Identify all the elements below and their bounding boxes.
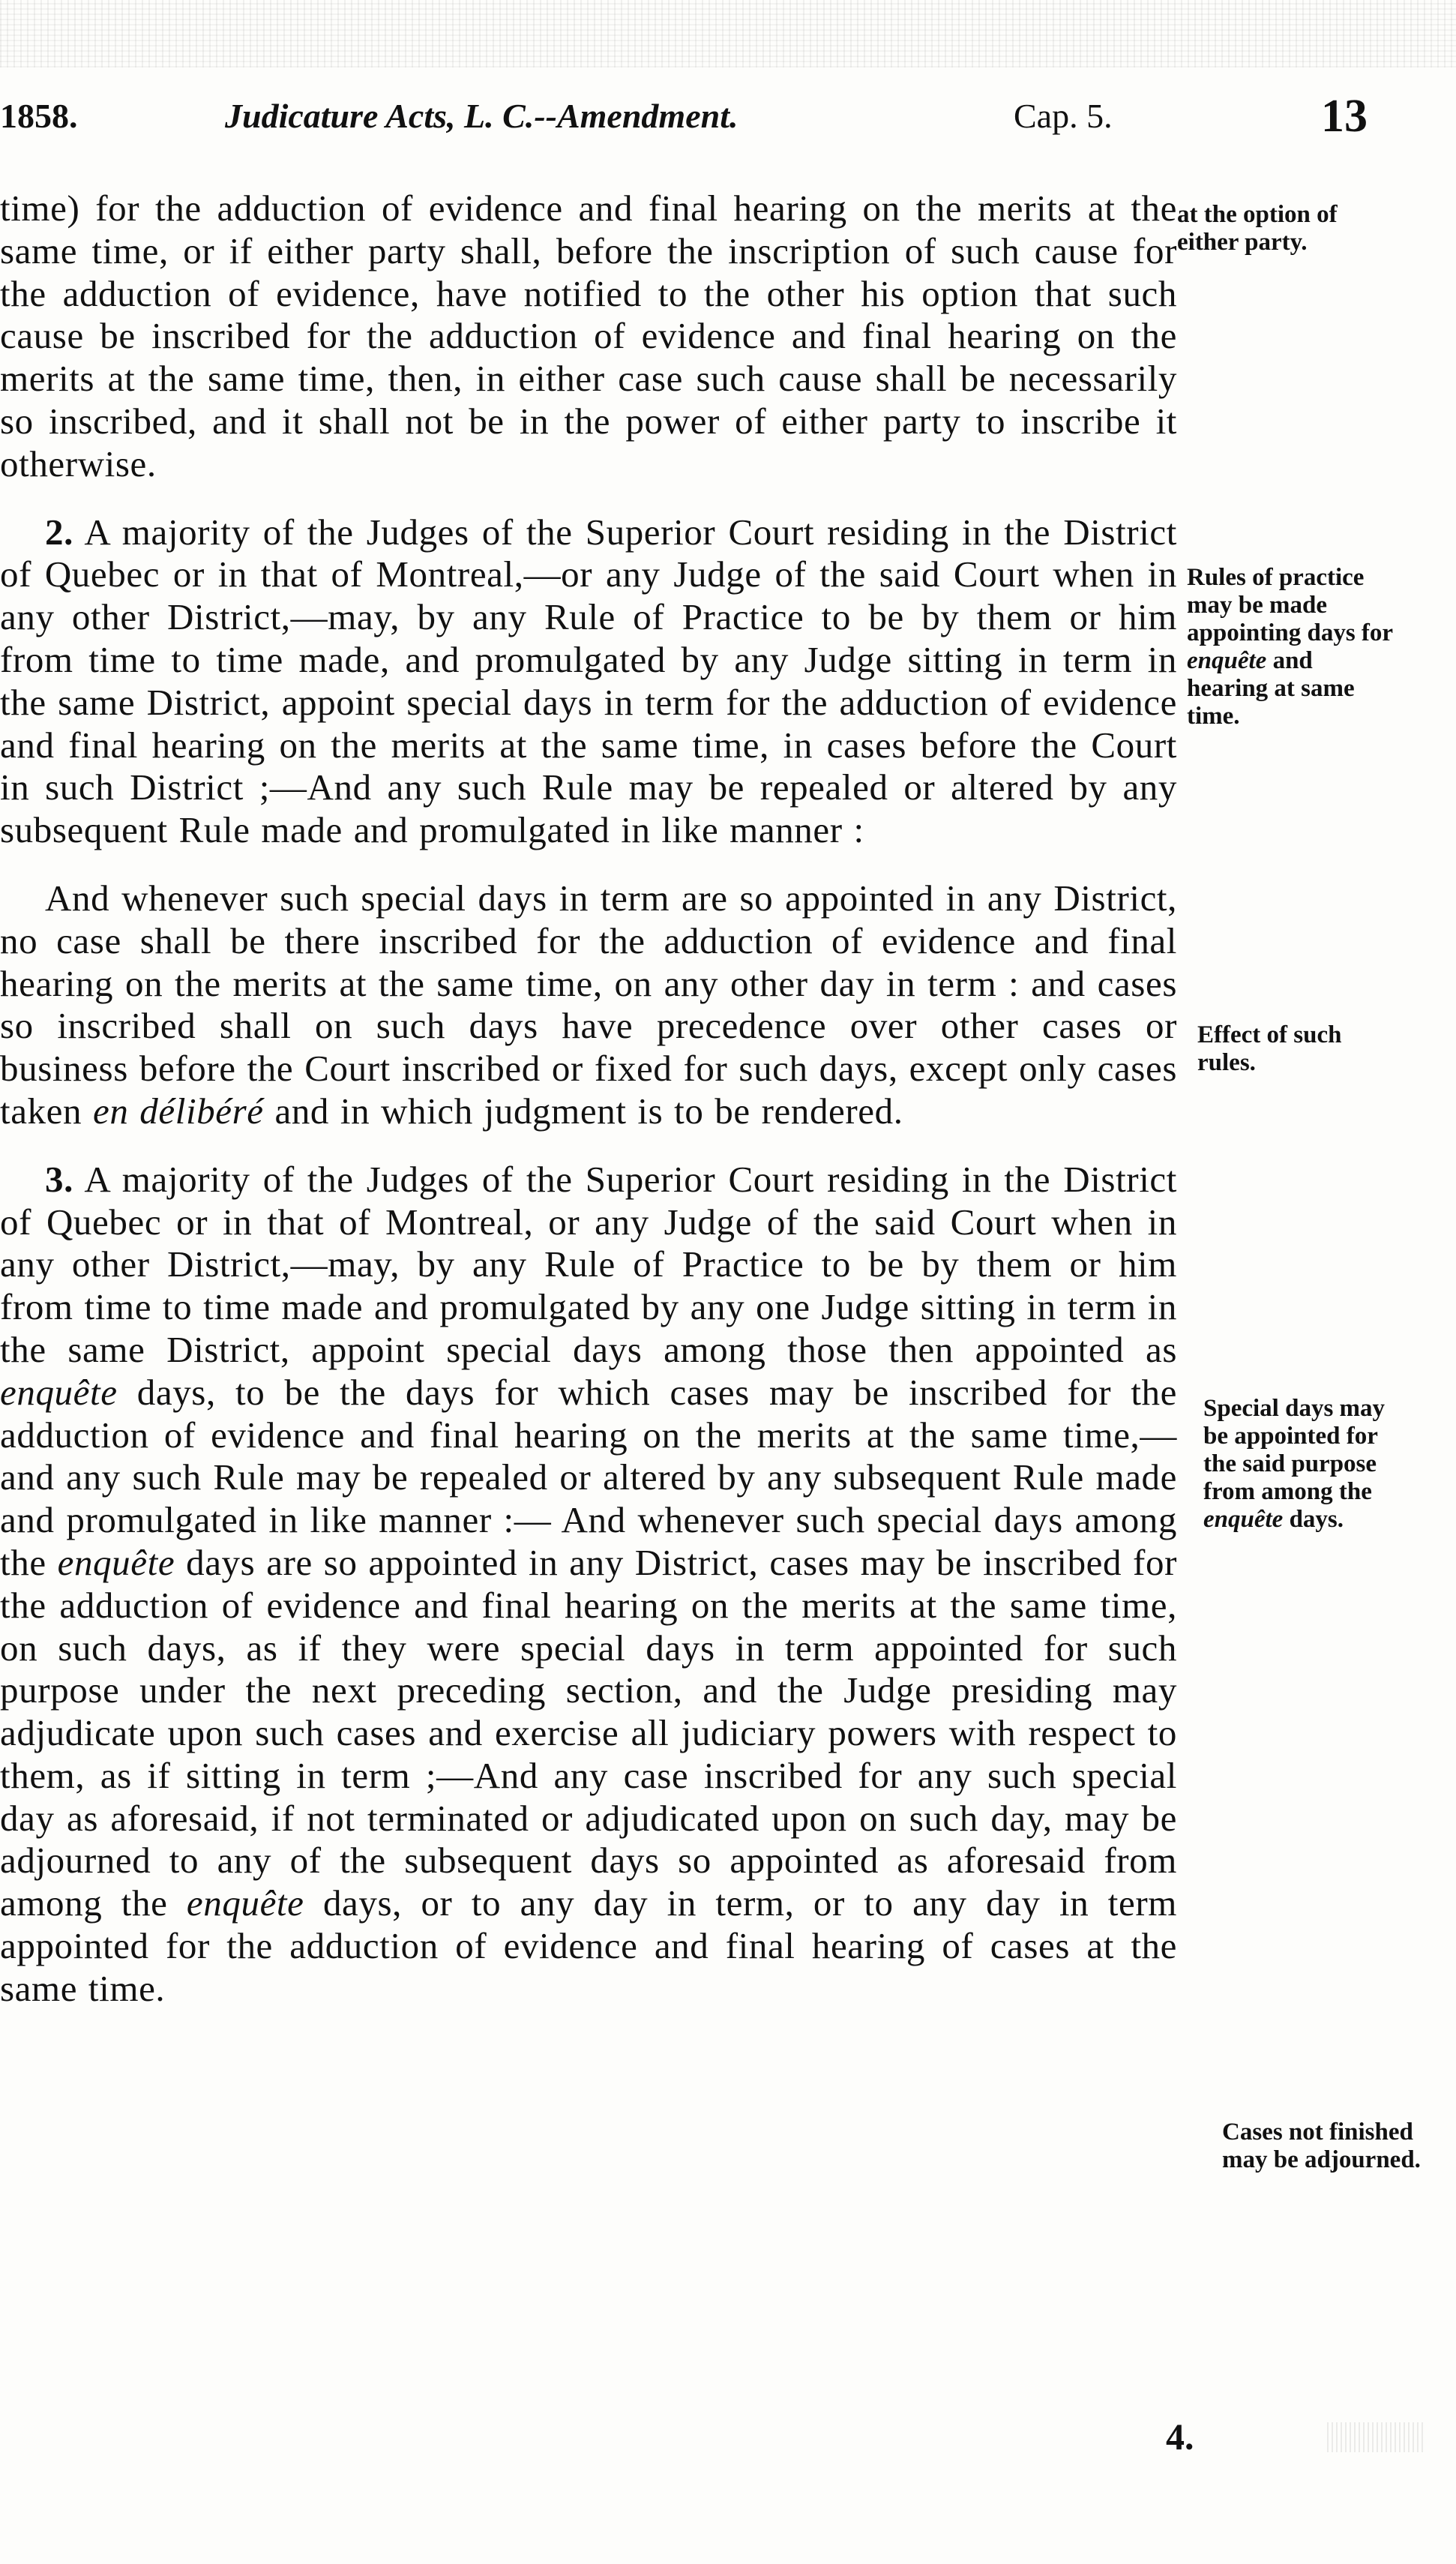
margin-note-text: at the option of either party. (1177, 201, 1338, 256)
catchword: 4. (1166, 2416, 1194, 2458)
italic-term: enquête (57, 1541, 175, 1583)
paragraph-continuation (0, 187, 1177, 486)
margin-note-text: Effect of such rules. (1197, 1021, 1342, 1076)
section-3 (0, 1159, 1177, 2011)
header-year: 1858. (0, 97, 78, 135)
section-text: days, or to any day in term, or to any day in term appointed for the adduction of evidence and final hearing of cases at the same time. (0, 1882, 1178, 2009)
running-header (0, 91, 1410, 156)
margin-note-special-days (1203, 1395, 1395, 1534)
page-number: 13 (1321, 91, 1368, 142)
margin-note-option (1177, 201, 1372, 256)
margin-note-rules (1187, 564, 1393, 730)
section-text: days, to be the days for which cases may be inscribed for the adduction of evidence and final hearing on the merits at the same time,—and any such Rule may be repealed or altered by any subsequent Rule made and promulgated in like manner :— And whenever such special days among the (0, 1371, 1177, 1583)
italic-term: en délibéré (92, 1090, 264, 1132)
section-text: days are so appointed in any District, cases may be inscribed for the adduction of evidence and final hearing on the merits at the same time, on such days, as if they were special days in term appointed for such purpose under the next preceding section, and the Judge presiding may adjudicate upon such cases and exercise all judiciary powers with respect to them, as if sitting in term ;—And any case inscribed for any such special day as aforesaid, if not terminated or adjudicated upon on such day, may be adjourned to any of the subsequent days so appointed as aforesaid from among the (0, 1541, 1177, 1924)
italic-term: enquête (0, 1371, 118, 1413)
margin-note-adjourned (1222, 2119, 1425, 2174)
margin-note-text: days. (1289, 1506, 1344, 1533)
section-2 (0, 511, 1177, 852)
margin-note-text: and hearing at same time. (1187, 647, 1355, 730)
header-chapter: Cap. 5. (1014, 97, 1113, 135)
main-text-column (0, 187, 1177, 2036)
paragraph-text: time) for the adduction of evidence and final hearing on the merits at the same time, or if either party shall, before the inscription of such cause for the adduction of evidence, have notified to the other his option that such cause be inscribed for the adduction of evidence and final hearing on the merits at the same time, then, in either case such cause shall be necessarily so inscribed, and it shall not be in the power of either party to inscribe it otherwise. (0, 187, 1177, 484)
paragraph-effect (0, 877, 1177, 1133)
section-text: A majority of the Judges of the Superior Court residing in the District of Quebec or in that of Montreal,—or any Judge of the said Court when in any other District,—may, by any Rule of Practice to be by them or him from time to time made, and promulgated by any Judge sitting in term in the same District, appoint special days in term for the adduction of evidence and final hearing on the merits at the same time, in cases before the Court in such District ;—And any such Rule may be repealed or altered by any subsequent Rule made and promulgated in like manner : (0, 511, 1177, 851)
italic-term: enquête (186, 1882, 304, 1924)
margin-note-text: Rules of practice may be made appointing days for (1187, 564, 1393, 646)
scan-noise (0, 0, 1456, 67)
margin-note-italic: enquête (1203, 1506, 1284, 1533)
margin-note-text: Cases not finished may be adjourned. (1222, 2119, 1421, 2173)
scan-noise (1327, 2422, 1425, 2452)
section-text: A majority of the Judges of the Superior Court residing in the District of Quebec or in that of Montreal, or any Judge of the said Court when in any other District,—may, by any Rule of Practice to be by them or him from time to time made and promulgated by any one Judge sitting in term in the same District, appoint special days among those then appointed as (0, 1158, 1177, 1370)
paragraph-text: And whenever such special days in term are so appointed in any District, no case shall be there inscribed for the adduction of evidence and final hearing on the merits at the same time, on any other day in term : and cases so inscribed shall on such days have precedence over other cases or business before the Court inscribed or fixed for such days, except only cases taken (0, 877, 1177, 1132)
paragraph-text: and in which judgment is to be rendered. (274, 1090, 903, 1132)
section-number: 2. (45, 511, 73, 553)
margin-note-text: Special days may be appointed for the said purpose from among the (1203, 1395, 1386, 1505)
margin-note-effect (1197, 1021, 1392, 1077)
margin-note-italic: enquête (1187, 647, 1267, 674)
header-title: Judicature Acts, L. C.--Amendment. (225, 97, 738, 135)
section-number: 3. (45, 1158, 73, 1200)
